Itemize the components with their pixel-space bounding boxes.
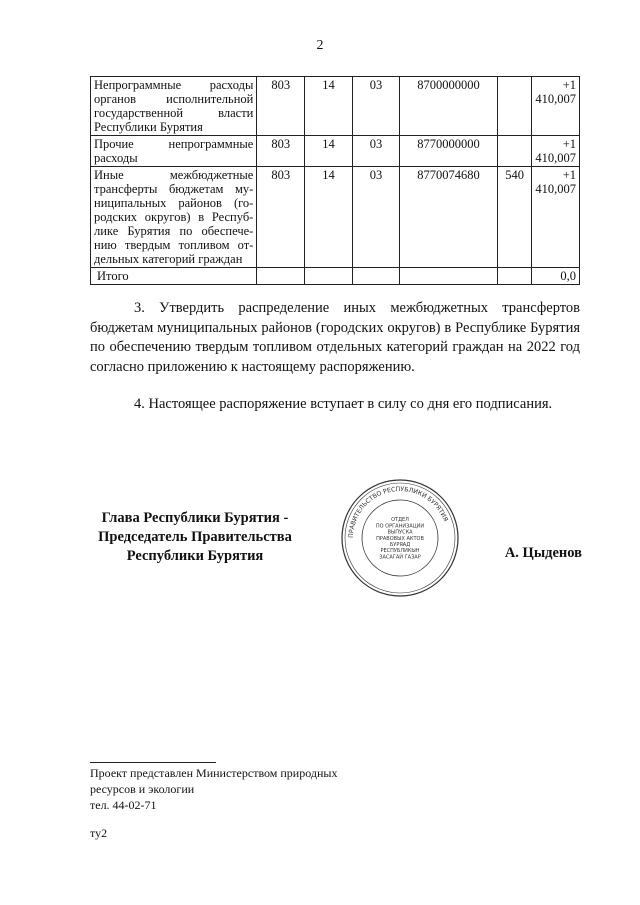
subsection-code-cell: 03 xyxy=(352,167,400,268)
expense-name-cell xyxy=(91,77,257,136)
footnote xyxy=(90,765,390,813)
budget-table xyxy=(90,76,580,285)
expense-name-line: лике Бурятия по обеспече- xyxy=(94,224,254,238)
grbs-code-cell: 803 xyxy=(257,77,305,136)
signer-title-line: Председатель Правительства xyxy=(98,529,292,545)
target-article-cell: 8770074680 xyxy=(400,167,498,268)
seal-center-line: БУРЯАД xyxy=(389,542,411,548)
expense-type-cell xyxy=(497,136,532,167)
page-number: 2 xyxy=(316,38,324,53)
expense-type-cell: 540 xyxy=(497,167,532,268)
total-amount: 0,0 xyxy=(532,268,580,285)
table-row xyxy=(91,136,580,167)
amount-cell: +1 410,007 xyxy=(532,167,580,268)
total-label: Итого xyxy=(91,268,257,285)
footnote-line: тел. 44-02-71 xyxy=(90,798,157,812)
subsection-code-cell: 03 xyxy=(352,136,400,167)
empty-cell xyxy=(497,268,532,285)
expense-name-cell xyxy=(91,167,257,268)
signer-name: А. Цыденов xyxy=(504,545,582,561)
empty-cell xyxy=(400,268,498,285)
amount-cell: +1 410,007 xyxy=(532,77,580,136)
section-code-cell: 14 xyxy=(305,167,353,268)
signer-title-line: Республики Бурятия xyxy=(126,548,264,564)
expense-name-line: ниципальных районов (го- xyxy=(94,196,254,210)
seal-center-line: ПО ОРГАНИЗАЦИИ xyxy=(375,523,425,530)
total-row xyxy=(91,268,580,285)
expense-name-line: дельных категорий граждан xyxy=(94,252,243,266)
expense-name-line: государственной власти xyxy=(94,106,254,120)
expense-name-line: расходы xyxy=(94,151,138,165)
expense-name-line: Непрограммные расходы xyxy=(94,78,254,92)
official-seal xyxy=(340,478,460,598)
subsection-code-cell: 03 xyxy=(352,77,400,136)
paragraph-4: 4. Настоящее распоряжение вступает в силу со дня его подписания. xyxy=(134,396,553,412)
footnote-divider xyxy=(90,762,216,763)
grbs-code-cell: 803 xyxy=(257,167,305,268)
expense-name-line: Иные межбюджетные xyxy=(94,168,254,182)
grbs-code-cell: 803 xyxy=(257,136,305,167)
seal-center-line: ПРАВОВЫХ АКТОВ xyxy=(376,535,424,542)
expense-name-line: родских округов) в Респуб- xyxy=(94,210,254,224)
amount-cell: +1 410,007 xyxy=(532,136,580,167)
target-article-cell: 8700000000 xyxy=(400,77,498,136)
expense-name-line: нию твердым топливом от- xyxy=(94,238,254,252)
empty-cell xyxy=(257,268,305,285)
expense-name-line: трансферты бюджетам му- xyxy=(94,182,254,196)
target-article-cell: 8770000000 xyxy=(400,136,498,167)
expense-name-line: органов исполнительной xyxy=(94,92,254,106)
table-row xyxy=(91,77,580,136)
expense-name-line: Республики Бурятия xyxy=(94,120,203,134)
empty-cell xyxy=(305,268,353,285)
document-code: ту2 xyxy=(90,826,108,840)
expense-name-line: Прочие непрограммные xyxy=(94,137,254,151)
seal-center-line: ЗАСАГАЙ ГАЗАР xyxy=(379,554,421,561)
footnote-line: ресурсов и экологии xyxy=(90,782,195,796)
empty-cell xyxy=(352,268,400,285)
expense-name-cell xyxy=(91,136,257,167)
section-code-cell: 14 xyxy=(305,136,353,167)
expense-type-cell xyxy=(497,77,532,136)
signer-title xyxy=(90,509,300,566)
footnote-line: Проект представлен Министерством природных xyxy=(90,766,338,780)
seal-center-line: ОТДЕЛ xyxy=(391,517,409,524)
seal-center-line: ВЫПУСКА xyxy=(387,529,413,536)
table-row xyxy=(91,167,580,268)
signer-title-line: Глава Республики Бурятия - xyxy=(101,510,289,526)
seal-center-line: РЕСПУБЛИКЫН xyxy=(380,548,420,555)
paragraph-3: 3. Утвердить распределение иных межбюджетных трансфертов бюджетам муниципальных районов (городских округов) в Республике Бурятия по обеспечению твердым топливом отдельных категорий граждан на 2022 год согласно приложению к настоящему распоряжению. xyxy=(90,300,580,375)
seal-ring-text: ПРАВИТЕЛЬСТВО РЕСПУБЛИКИ БУРЯТИЯ xyxy=(347,485,449,539)
section-code-cell: 14 xyxy=(305,77,353,136)
